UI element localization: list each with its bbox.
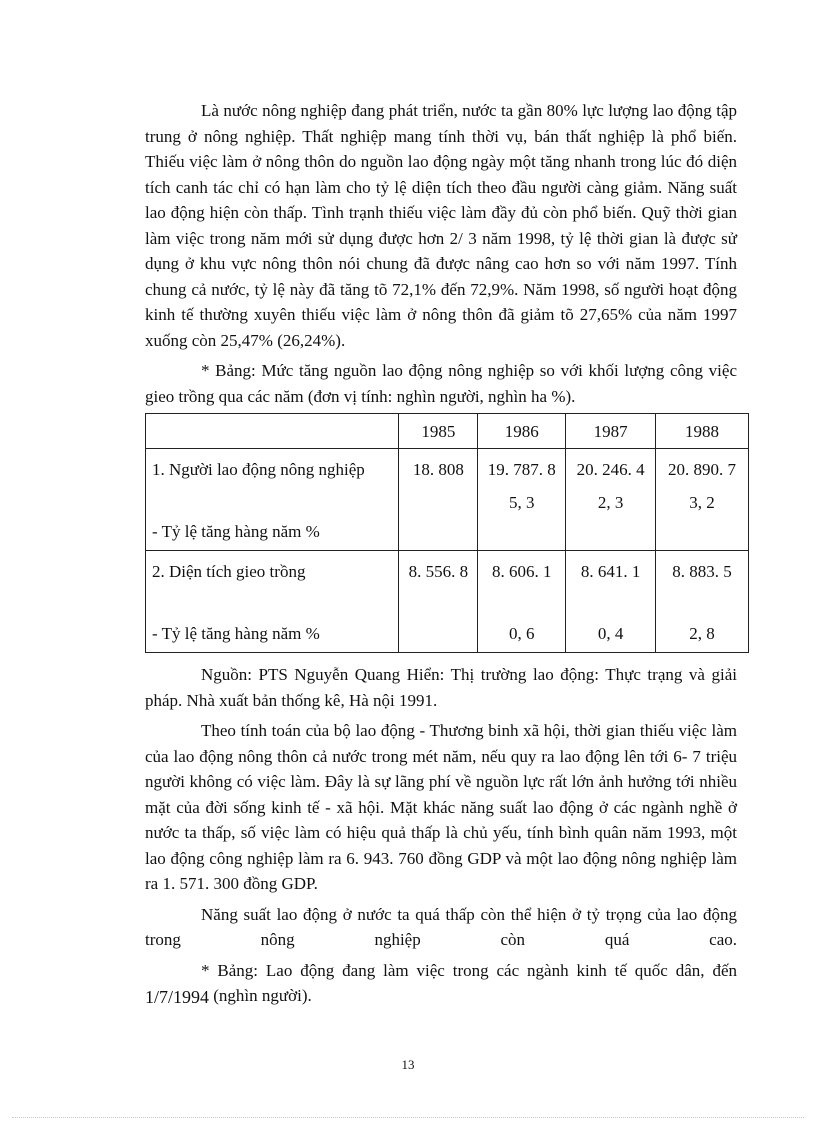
value: 8. 606. 1	[492, 562, 552, 581]
source-citation: Nguồn: PTS Nguyễn Quang Hiển: Thị trường lao động: Thực trạng và giải pháp. Nhà xuất bản thống kê, Hà nội 1991.	[145, 665, 737, 710]
document-page	[145, 98, 737, 1009]
year-1985: 1985	[399, 414, 478, 449]
rate: 0, 6	[509, 624, 535, 643]
value-cell	[566, 551, 656, 653]
year-1987: 1987	[566, 414, 656, 449]
table2-caption-end: (nghìn người).	[209, 986, 312, 1005]
table1-caption: * Bảng: Mức tăng nguồn lao động nông nghiệp so với khối lượng công việc gieo trồng qua các năm (đơn vị tính: nghìn người, nghìn ha %).	[145, 361, 737, 406]
footer-divider	[12, 1117, 804, 1118]
value-cell	[399, 551, 478, 653]
table-row	[146, 449, 749, 551]
rate: 2, 8	[689, 624, 715, 643]
paragraph-agriculture-labor: Là nước nông nghiệp đang phát triển, nước ta gần 80% lực lượng lao động tập trung ở nông nghiệp. Thất nghiệp mang tính thời vụ, bán thất nghiệp là phổ biến. Thiếu việc làm ở nông thôn do nguồn lao động ngày một tăng nhanh trong lúc đó diện tích canh tác chỉ có hạn làm cho tỷ lệ diện tích theo đầu người càng giảm. Năng suất lao động hiện còn thấp. Tình trạnh thiếu việc làm đầy đủ còn phổ biến. Quỹ thời gian làm việc trong năm mới sử dụng được hơn 2/ 3 năm 1998, tỷ lệ thời gian là được sử dụng ở khu vực nông thôn nói chung đã được nâng cao hơn so với năm 1997. Tính chung cả nước, tỷ lệ này đã tăng tõ 72,1% đến 72,9%. Năm 1998, số người hoạt động kinh tế thường xuyên thiếu việc làm ở nông thôn đã giảm tõ 27,65% của năm 1997 xuống còn 25,47% (26,24%).	[145, 101, 737, 350]
value-cell	[656, 449, 749, 551]
value: 8. 556. 8	[408, 562, 469, 581]
value-cell	[656, 551, 749, 653]
year-1988: 1988	[656, 414, 749, 449]
value-cell	[399, 449, 478, 551]
value: 20. 890. 7	[668, 460, 737, 479]
paragraph-rural-underemployment: Theo tính toán của bộ lao động - Thương binh xã hội, thời gian thiếu việc làm của lao động nông thôn cả nước trong mét năm, nếu quy ra lao động lên tới 6- 7 triệu người không có việc làm. Đây là sự lãng phí về nguồn lực rất lớn ảnh hưởng tới nhiều mặt của đời sống kinh tế - xã hội. Mặt khác năng suất lao động ở các ngành nghề ở nước ta thấp, số việc làm có hiệu quả thấp là chủ yếu, tính bình quân năm 1993, một lao động công nghiệp làm ra 6. 943. 760 đồng GDP và một lao động nông nghiệp làm ra 1. 571. 300 đồng GDP.	[145, 721, 737, 893]
table2-caption-start: * Bảng: Lao động đang làm việc trong các ngành kinh tế quốc dân, đến	[201, 960, 737, 980]
value-cell	[478, 551, 566, 653]
rate: 2, 3	[597, 493, 624, 512]
page-number: 13	[401, 1057, 415, 1072]
rate: 0, 4	[597, 624, 624, 643]
header-empty-cell	[146, 414, 399, 449]
rate: 5, 3	[509, 493, 535, 512]
year-1986: 1986	[478, 414, 566, 449]
value: 19. 787. 8	[487, 460, 556, 479]
table-header-row	[146, 414, 749, 449]
value: 18. 808	[412, 460, 464, 479]
row-label: 1. Người lao động nông nghiệp	[152, 460, 365, 479]
value-cell	[566, 449, 656, 551]
row-sub-label: - Tỷ lệ tăng hàng năm %	[152, 624, 320, 643]
table-row	[146, 551, 749, 653]
value: 8. 641. 1	[580, 562, 641, 581]
table2-caption	[145, 958, 737, 1009]
row-label: 2. Diện tích gieo trồng	[152, 562, 306, 581]
row-label-cell	[146, 551, 399, 653]
row-label-cell	[146, 449, 399, 551]
value-cell	[478, 449, 566, 551]
value: 20. 246. 4	[576, 460, 645, 479]
value: 8. 883. 5	[672, 562, 732, 581]
paragraph-productivity: Năng suất lao động ở nước ta quá thấp còn thể hiện ở tỷ trọng của lao động trong nông nghiệp còn quá cao.	[145, 904, 737, 949]
table2-caption-date: 1/7/1994	[145, 987, 210, 1007]
row-sub-label: - Tỷ lệ tăng hàng năm %	[152, 522, 320, 541]
labor-area-table	[145, 413, 749, 653]
rate: 3, 2	[689, 493, 715, 512]
